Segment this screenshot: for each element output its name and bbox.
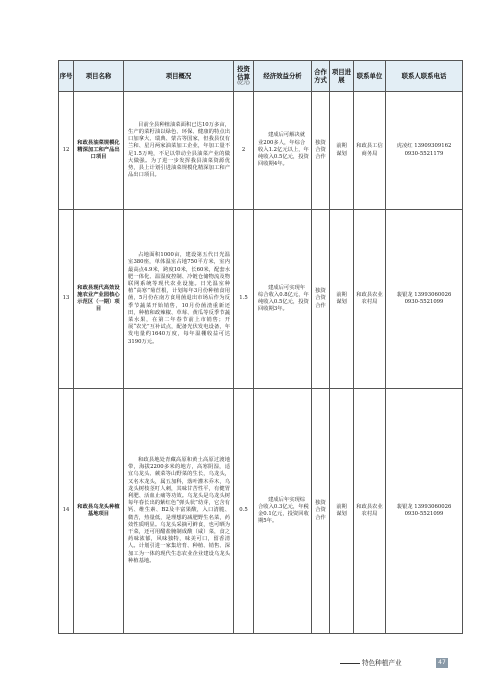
row-invest: 1.5 xyxy=(234,210,254,389)
row-progress: 前期谋划 xyxy=(330,92,354,210)
row-invest: 2 xyxy=(234,92,254,210)
row-progress: 前期谋划 xyxy=(330,210,354,389)
header-overview: 项目概况 xyxy=(124,61,234,92)
row-coop: 独资合资合作 xyxy=(312,92,330,210)
header-name: 项目名称 xyxy=(74,61,124,92)
header-progress: 项目进展 xyxy=(330,61,354,92)
header-contact: 联系人联系电话 xyxy=(386,61,463,92)
row-overview: 目前全县种植油菜面积已达10万多亩，生产的菜籽油以绿色、环保、健康的特点出口加拿大、瑞典、蒙古等国家，但我县仅有兰和、星月两家油菜加工企业，年加工量不足1.5万吨，不足以带动全县油菜产业的做大做强。为了进一步发挥我县油菜资源优势，县上计划引进油菜规模化精深加工和产品出口项目。 xyxy=(124,92,234,210)
row-overview: 占地面积1000亩，建设第五代日光温室380座，单体温室占地750平方米，室内最高点4.9米，跨度10米，长60米，配套水肥一体化、温湿度控制、冷链仓储物流及物联网系统等现代农业设施。日光温室种植“高寒”菊苣根，计划每年3月份种植食用菌，5月份在南方食用菌退出市场后作为反季节蔬菜开始销售，10月份菌渣重新还田，种植和政辣椒、草莓、黄瓜等反季节蔬菜水果，在第二年春节前上市销售；开展“农光”互补试点，配备光伏发电设备，年发电量约1640万度，每年温棚收益可达3190万元。 xyxy=(124,210,234,389)
row-seq: 14 xyxy=(59,389,74,634)
header-invest-label: 投资估算 xyxy=(237,65,250,81)
row-invest: 0.5 xyxy=(234,389,254,634)
page-number: 47 xyxy=(436,658,448,668)
header-invest xyxy=(234,61,254,92)
row-name: 和政县乌龙头种植基地项目 xyxy=(74,389,124,634)
table-row xyxy=(59,92,463,210)
row-benefit: 建成后可实现年综合收入0.8亿元，年纯收入0.5亿元，投资回收期3年。 xyxy=(254,210,312,389)
table-row xyxy=(59,389,463,634)
header-invest-unit: (亿元) xyxy=(237,81,250,86)
header-seq: 序号 xyxy=(59,61,74,92)
page-footer xyxy=(340,657,470,669)
row-contact: 裴银龙 13993060026 0930-5521099 xyxy=(386,389,463,634)
header-row xyxy=(59,61,463,92)
row-benefit: 建成后年实现综合收入0.3亿元，年税金0.1亿元，投资回收期5年。 xyxy=(254,389,312,634)
row-benefit: 建成后可解决就业200多人，年综合收入1.2亿元以上，年纯收入0.5亿元，投资回收期4年。 xyxy=(254,92,312,210)
table-row xyxy=(59,210,463,389)
row-contact: 裴银龙 13993060026 0930-5521099 xyxy=(386,210,463,389)
row-coop: 独资合资合作 xyxy=(312,210,330,389)
row-name: 和政县油菜规模化精深加工和产品出口项目 xyxy=(74,92,124,210)
row-name: 和政县现代高效设施农业产业园核心示范区（一期）项目 xyxy=(74,210,124,389)
header-unit: 联系单位 xyxy=(354,61,386,92)
header-benefit: 经济效益分析 xyxy=(254,61,312,92)
project-table xyxy=(58,60,463,634)
row-seq: 13 xyxy=(59,210,74,389)
row-unit: 和政县农业农村局 xyxy=(354,210,386,389)
footer-section-title: 特色种植产业 xyxy=(362,659,402,667)
row-overview: 和政县地处青藏高原和黄土高原过渡地带，海拔2200多米的地方，高寒阴湿，适宜乌龙头、蕨菜等山野菜的生长，乌龙头，又名木龙头，属五加科，落叶灌木乔木，乌龙头树枝茎叮人刺，其味甘苦性平，有健胃利肥、活血止痛等功效。乌龙头是乌龙头树每年春长出的紫红色“弹头状”幼芽，它含有钙、维生素、B2及丰富果酸，入口清脆、微苦，热量低，是理想的减肥野生名菜，药效性质明显。乌龙头采摘可鲜食，也可晒为干菜，还可用醋盐腌制成酸（咸）菜，食之药味浓郁，风味独特，味美可口，留香清人。计划引进一家集培育、种植、销售、深加工为一体的现代生态农业企业建设乌龙头种植基地。 xyxy=(124,389,234,634)
row-unit: 和政县农业农村局 xyxy=(354,389,386,634)
row-coop: 独资合资合作 xyxy=(312,389,330,634)
row-progress: 前期谋划 xyxy=(330,389,354,634)
row-seq: 12 xyxy=(59,92,74,210)
header-coop: 合作方式 xyxy=(312,61,330,92)
row-unit: 和政县工信商务局 xyxy=(354,92,386,210)
row-contact: 虎凌红 13909309162 0930-5521179 xyxy=(386,92,463,210)
footer-dash xyxy=(340,663,360,664)
